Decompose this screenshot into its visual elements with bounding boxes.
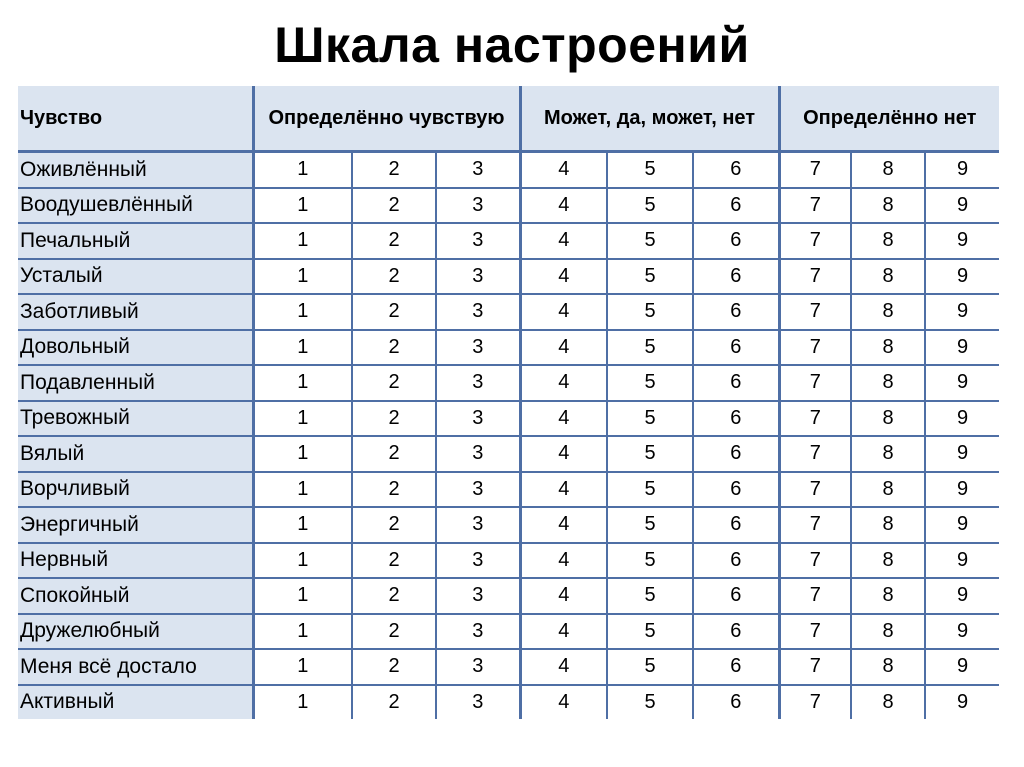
scale-cell: 7 (779, 436, 851, 472)
scale-cell: 7 (779, 152, 851, 188)
table-row (18, 330, 999, 366)
scale-cell: 6 (693, 152, 779, 188)
scale-cell: 6 (693, 649, 779, 685)
table-row (18, 188, 999, 224)
scale-cell: 3 (436, 614, 520, 650)
scale-cell: 6 (693, 365, 779, 401)
scale-cell: 9 (925, 472, 999, 508)
scale-cell: 7 (779, 649, 851, 685)
feeling-label: Ворчливый (18, 472, 253, 508)
scale-cell: 5 (607, 188, 693, 224)
scale-cell: 9 (925, 294, 999, 330)
scale-cell: 2 (352, 259, 436, 295)
scale-cell: 6 (693, 223, 779, 259)
feeling-label: Спокойный (18, 578, 253, 614)
page-title: Шкала настроений (274, 17, 750, 73)
scale-cell: 2 (352, 223, 436, 259)
table-row (18, 507, 999, 543)
feeling-label: Нервный (18, 543, 253, 579)
table-row (18, 649, 999, 685)
scale-cell: 4 (520, 365, 607, 401)
scale-cell: 3 (436, 223, 520, 259)
scale-cell: 4 (520, 330, 607, 366)
scale-cell: 2 (352, 152, 436, 188)
scale-cell: 1 (253, 507, 352, 543)
scale-cell: 5 (607, 436, 693, 472)
scale-cell: 4 (520, 436, 607, 472)
scale-cell: 4 (520, 188, 607, 224)
scale-cell: 6 (693, 614, 779, 650)
table-row (18, 294, 999, 330)
scale-cell: 1 (253, 294, 352, 330)
scale-cell: 3 (436, 507, 520, 543)
table-row (18, 685, 999, 720)
scale-cell: 4 (520, 401, 607, 437)
scale-cell: 5 (607, 152, 693, 188)
feeling-label: Оживлённый (18, 152, 253, 188)
scale-cell: 5 (607, 649, 693, 685)
feeling-label: Подавленный (18, 365, 253, 401)
scale-cell: 5 (607, 578, 693, 614)
scale-cell: 7 (779, 401, 851, 437)
scale-cell: 9 (925, 614, 999, 650)
table-row (18, 223, 999, 259)
scale-cell: 5 (607, 614, 693, 650)
scale-cell: 8 (851, 578, 925, 614)
scale-cell: 5 (607, 365, 693, 401)
scale-cell: 5 (607, 472, 693, 508)
scale-cell: 7 (779, 259, 851, 295)
scale-cell: 9 (925, 543, 999, 579)
scale-cell: 7 (779, 578, 851, 614)
scale-cell: 3 (436, 294, 520, 330)
table-row (18, 436, 999, 472)
scale-cell: 2 (352, 365, 436, 401)
scale-cell: 3 (436, 259, 520, 295)
scale-cell: 2 (352, 685, 436, 720)
scale-cell: 2 (352, 330, 436, 366)
table-row (18, 578, 999, 614)
scale-cell: 1 (253, 649, 352, 685)
scale-cell: 9 (925, 507, 999, 543)
scale-cell: 4 (520, 294, 607, 330)
scale-cell: 9 (925, 365, 999, 401)
table-row (18, 401, 999, 437)
scale-cell: 9 (925, 578, 999, 614)
scale-cell: 5 (607, 330, 693, 366)
scale-cell: 9 (925, 223, 999, 259)
scale-cell: 1 (253, 472, 352, 508)
scale-cell: 1 (253, 685, 352, 720)
scale-cell: 6 (693, 259, 779, 295)
scale-cell: 8 (851, 365, 925, 401)
scale-cell: 8 (851, 188, 925, 224)
feeling-label: Воодушевлённый (18, 188, 253, 224)
scale-cell: 2 (352, 294, 436, 330)
table-row (18, 614, 999, 650)
scale-cell: 8 (851, 259, 925, 295)
scale-cell: 1 (253, 578, 352, 614)
scale-cell: 7 (779, 294, 851, 330)
scale-cell: 4 (520, 578, 607, 614)
scale-cell: 7 (779, 223, 851, 259)
scale-cell: 4 (520, 614, 607, 650)
scale-cell: 9 (925, 330, 999, 366)
scale-cell: 1 (253, 401, 352, 437)
scale-cell: 3 (436, 649, 520, 685)
scale-cell: 2 (352, 543, 436, 579)
scale-cell: 6 (693, 507, 779, 543)
scale-cell: 8 (851, 401, 925, 437)
scale-cell: 1 (253, 365, 352, 401)
scale-cell: 8 (851, 294, 925, 330)
scale-cell: 8 (851, 614, 925, 650)
header-definitely-not: Определённо нет (779, 86, 999, 152)
scale-cell: 1 (253, 330, 352, 366)
scale-cell: 8 (851, 436, 925, 472)
scale-cell: 9 (925, 685, 999, 720)
scale-cell: 1 (253, 259, 352, 295)
scale-cell: 8 (851, 152, 925, 188)
feeling-label: Активный (18, 685, 253, 720)
scale-cell: 3 (436, 685, 520, 720)
header-row (18, 86, 999, 152)
header-feeling: Чувство (18, 86, 253, 152)
scale-cell: 7 (779, 685, 851, 720)
scale-cell: 5 (607, 259, 693, 295)
scale-cell: 5 (607, 543, 693, 579)
scale-cell: 6 (693, 330, 779, 366)
feeling-label: Заботливый (18, 294, 253, 330)
scale-cell: 5 (607, 401, 693, 437)
header-maybe: Может, да, может, нет (520, 86, 779, 152)
scale-cell: 6 (693, 685, 779, 720)
table-row (18, 152, 999, 188)
feeling-label: Довольный (18, 330, 253, 366)
scale-cell: 3 (436, 188, 520, 224)
scale-cell: 6 (693, 188, 779, 224)
scale-cell: 3 (436, 543, 520, 579)
scale-cell: 9 (925, 152, 999, 188)
feeling-label: Усталый (18, 259, 253, 295)
scale-cell: 6 (693, 472, 779, 508)
scale-cell: 4 (520, 649, 607, 685)
table-row (18, 472, 999, 508)
scale-cell: 3 (436, 152, 520, 188)
scale-cell: 8 (851, 223, 925, 259)
table-row (18, 543, 999, 579)
scale-cell: 2 (352, 401, 436, 437)
scale-cell: 5 (607, 223, 693, 259)
scale-cell: 7 (779, 365, 851, 401)
scale-cell: 5 (607, 507, 693, 543)
scale-cell: 3 (436, 578, 520, 614)
scale-cell: 9 (925, 401, 999, 437)
scale-cell: 7 (779, 330, 851, 366)
scale-cell: 8 (851, 330, 925, 366)
feeling-label: Энергичный (18, 507, 253, 543)
scale-cell: 4 (520, 507, 607, 543)
scale-cell: 1 (253, 188, 352, 224)
table-body (18, 152, 999, 720)
scale-cell: 9 (925, 259, 999, 295)
scale-cell: 1 (253, 614, 352, 650)
scale-cell: 2 (352, 188, 436, 224)
scale-cell: 9 (925, 436, 999, 472)
feeling-label: Тревожный (18, 401, 253, 437)
scale-cell: 8 (851, 472, 925, 508)
header-definitely-feel: Определённо чувствую (253, 86, 520, 152)
scale-cell: 2 (352, 649, 436, 685)
scale-cell: 7 (779, 188, 851, 224)
scale-cell: 3 (436, 436, 520, 472)
scale-cell: 2 (352, 578, 436, 614)
scale-cell: 7 (779, 472, 851, 508)
scale-cell: 1 (253, 223, 352, 259)
scale-cell: 9 (925, 188, 999, 224)
scale-cell: 2 (352, 507, 436, 543)
scale-cell: 1 (253, 543, 352, 579)
scale-cell: 4 (520, 152, 607, 188)
scale-cell: 9 (925, 649, 999, 685)
scale-cell: 8 (851, 649, 925, 685)
table-row (18, 259, 999, 295)
scale-cell: 6 (693, 436, 779, 472)
scale-cell: 8 (851, 685, 925, 720)
scale-cell: 2 (352, 436, 436, 472)
scale-cell: 8 (851, 507, 925, 543)
scale-cell: 6 (693, 401, 779, 437)
table-row (18, 365, 999, 401)
scale-cell: 6 (693, 578, 779, 614)
scale-cell: 6 (693, 294, 779, 330)
scale-cell: 8 (851, 543, 925, 579)
scale-cell: 3 (436, 330, 520, 366)
scale-cell: 3 (436, 472, 520, 508)
feeling-label: Печальный (18, 223, 253, 259)
feeling-label: Вялый (18, 436, 253, 472)
scale-cell: 7 (779, 543, 851, 579)
scale-cell: 5 (607, 685, 693, 720)
mood-scale-table (18, 86, 999, 719)
feeling-label: Дружелюбный (18, 614, 253, 650)
scale-cell: 7 (779, 614, 851, 650)
feeling-label: Меня всё достало (18, 649, 253, 685)
scale-cell: 1 (253, 152, 352, 188)
scale-cell: 4 (520, 223, 607, 259)
scale-cell: 1 (253, 436, 352, 472)
scale-cell: 3 (436, 401, 520, 437)
scale-cell: 7 (779, 507, 851, 543)
scale-cell: 4 (520, 472, 607, 508)
scale-cell: 3 (436, 365, 520, 401)
scale-cell: 2 (352, 472, 436, 508)
scale-cell: 5 (607, 294, 693, 330)
scale-cell: 2 (352, 614, 436, 650)
scale-cell: 4 (520, 543, 607, 579)
scale-cell: 6 (693, 543, 779, 579)
scale-cell: 4 (520, 685, 607, 720)
scale-cell: 4 (520, 259, 607, 295)
